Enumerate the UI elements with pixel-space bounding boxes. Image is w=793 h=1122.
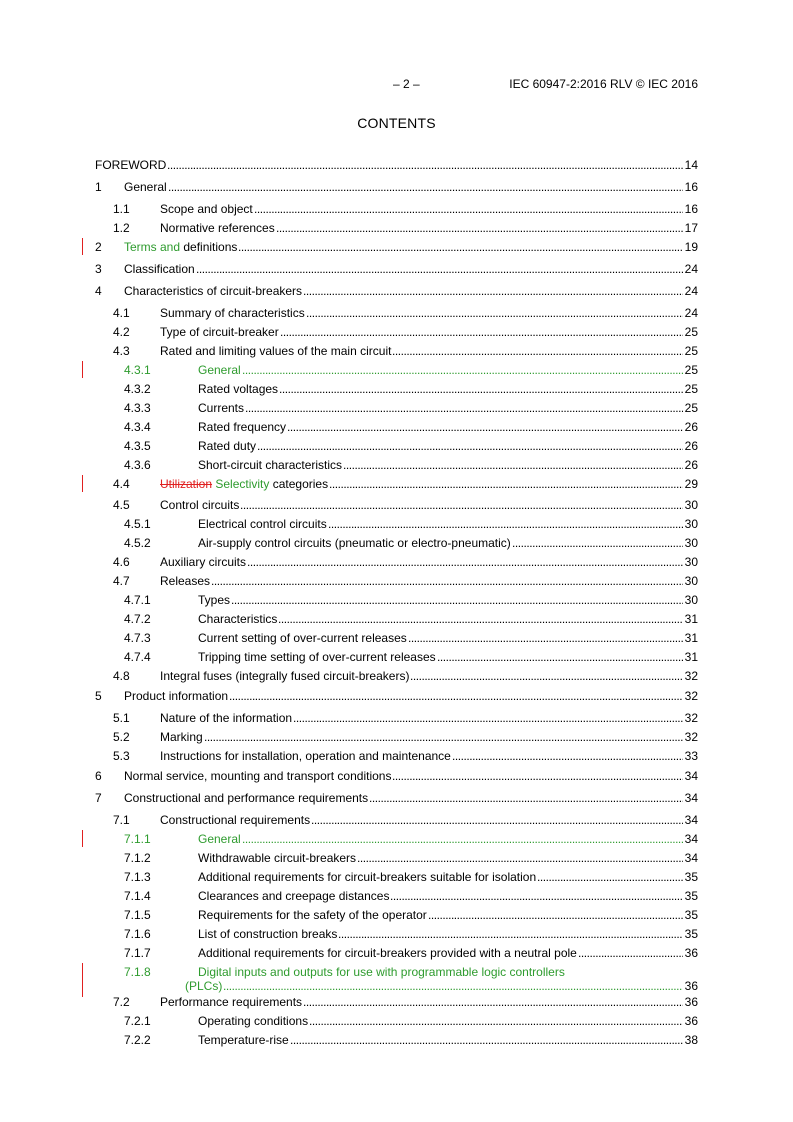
- toc-entry-number: 5.1: [113, 711, 130, 725]
- toc-entry-text: List of construction breaks: [198, 927, 338, 941]
- toc-entry-title: [124, 240, 237, 254]
- toc-entry-text: categories: [269, 477, 329, 491]
- dot-leader: [247, 555, 683, 571]
- toc-entry-page: 34: [684, 791, 698, 805]
- toc-entry-number: 7.2.2: [124, 1033, 151, 1047]
- toc-entry-text: Requirements for the safety of the operator: [198, 908, 427, 922]
- toc-entry-page: 30: [684, 555, 698, 569]
- toc-entry-text: Characteristics: [198, 612, 278, 626]
- toc-entry-number: 4.7: [113, 574, 130, 588]
- toc-entry-number: 4.7.2: [124, 612, 151, 626]
- toc-entry-page: 35: [684, 889, 698, 903]
- dot-leader: [204, 730, 683, 746]
- toc-entry-title: [198, 420, 286, 434]
- toc-entry[interactable]: [95, 870, 698, 886]
- dot-leader: [537, 870, 683, 886]
- toc-entry-page: 33: [684, 749, 698, 763]
- toc-entry[interactable]: [95, 158, 698, 174]
- toc-entry-title: [198, 631, 407, 645]
- toc-entry[interactable]: [95, 420, 698, 436]
- dot-leader: [437, 650, 683, 666]
- dot-leader: [276, 221, 683, 237]
- toc-entry-page: 19: [684, 240, 698, 254]
- dot-leader: [369, 791, 683, 807]
- toc-entry[interactable]: [95, 240, 698, 256]
- toc-entry-title: [198, 1033, 289, 1047]
- toc-entry[interactable]: [95, 1033, 698, 1049]
- toc-entry-number: 4.3.6: [124, 458, 151, 472]
- toc-entry-text: Air-supply control circuits (pneumatic or electro-pneumatic): [198, 536, 511, 550]
- toc-entry-number: 4.3: [113, 344, 130, 358]
- toc-entry[interactable]: [95, 536, 698, 552]
- toc-entry-title: [160, 325, 279, 339]
- toc-entry-text: Classification: [124, 262, 195, 276]
- dot-leader: [242, 363, 683, 379]
- toc-entry-text: Rated and limiting values of the main circuit: [160, 344, 392, 358]
- toc-entry-text: General: [124, 180, 167, 194]
- toc-entry[interactable]: [95, 769, 698, 785]
- toc-entry-page: 30: [684, 593, 698, 607]
- dot-leader: [280, 325, 683, 341]
- toc-entry-number: 7.1.4: [124, 889, 151, 903]
- toc-entry-number: 7.1.6: [124, 927, 151, 941]
- toc-entry-page: 14: [684, 158, 698, 172]
- toc-entry-title: [185, 979, 222, 993]
- dot-leader: [392, 769, 683, 785]
- toc-entry-text: Tripping time setting of over-current releases: [198, 650, 436, 664]
- dot-leader: [338, 927, 683, 943]
- toc-entry-title: [160, 477, 328, 491]
- dot-leader: [390, 889, 683, 905]
- dot-leader: [245, 401, 683, 417]
- toc-entry-number: 7.1.2: [124, 851, 151, 865]
- toc-entry-page: 32: [684, 689, 698, 703]
- inserted-text: Selectivity: [212, 477, 270, 491]
- toc-entry-title: [160, 711, 292, 725]
- toc-entry-page: 30: [684, 498, 698, 512]
- toc-entry-title: [160, 574, 210, 588]
- toc-entry-title: [124, 180, 167, 194]
- dot-leader: [238, 240, 683, 256]
- toc-entry[interactable]: [95, 711, 698, 727]
- toc-entry-page: 26: [684, 458, 698, 472]
- toc-entry-page: 26: [684, 439, 698, 453]
- toc-entry-number: 4.7.1: [124, 593, 151, 607]
- toc-entry-page: 36: [684, 979, 698, 993]
- toc-entry-title: [124, 791, 368, 805]
- toc-entry-page: 32: [684, 711, 698, 725]
- toc-entry-number: 3: [95, 262, 102, 276]
- toc-entry-number: 7.1.3: [124, 870, 151, 884]
- toc-entry-page: 25: [684, 401, 698, 415]
- toc-entry-text: Operating conditions: [198, 1014, 309, 1028]
- toc-entry-title: [160, 344, 391, 358]
- toc-entry-text: Characteristics of circuit-breakers: [124, 284, 303, 298]
- toc-entry-number: 4.5: [113, 498, 130, 512]
- toc-entry-title: [198, 401, 244, 415]
- toc-entry-text: Control circuits: [160, 498, 240, 512]
- toc-entry-page: 31: [684, 631, 698, 645]
- toc-entry-title: [198, 517, 327, 531]
- toc-entry-text: Integral fuses (integrally fused circuit-breakers): [160, 669, 410, 683]
- toc-entry-number: 4.7.3: [124, 631, 151, 645]
- toc-entry-text: Constructional and performance requirements: [124, 791, 369, 805]
- toc-entry-number: 7.2.1: [124, 1014, 151, 1028]
- toc-entry[interactable]: [95, 832, 698, 848]
- toc-entry[interactable]: [95, 749, 698, 765]
- toc-entry-page: 30: [684, 536, 698, 550]
- toc-entry-text: Summary of characteristics: [160, 306, 305, 320]
- standard-reference: IEC 60947-2:2016 RLV © IEC 2016: [509, 77, 698, 91]
- toc-entry-text: Short-circuit characteristics: [198, 458, 343, 472]
- change-bar: [82, 361, 83, 378]
- toc-entry-text: Auxiliary circuits: [160, 555, 247, 569]
- toc-entry-page: 34: [684, 769, 698, 783]
- toc-entry-title: [160, 221, 275, 235]
- toc-entry-number: 4.3.2: [124, 382, 151, 396]
- toc-entry-title: [160, 306, 305, 320]
- toc-entry-text: Additional requirements for circuit-breakers provided with a neutral pole: [198, 946, 577, 960]
- toc-entry-title: [198, 851, 356, 865]
- toc-entry-page: 25: [684, 344, 698, 358]
- page-title: CONTENTS: [357, 115, 436, 131]
- toc-entry-number: 2: [95, 240, 102, 254]
- dot-leader: [328, 517, 683, 533]
- toc-entry-page: 35: [684, 927, 698, 941]
- toc-entry[interactable]: [95, 439, 698, 455]
- dot-leader: [257, 439, 683, 455]
- toc-entry-text: Current setting of over-current releases: [198, 631, 407, 645]
- toc-entry-title-line1: Digital inputs and outputs for use with programmable logic controllers: [198, 965, 565, 979]
- toc-entry-page: 32: [684, 730, 698, 744]
- toc-entry-text: Additional requirements for circuit-breakers suitable for isolation: [198, 870, 537, 884]
- toc-entry-text: Electrical control circuits: [198, 517, 327, 531]
- toc-entry-text: Constructional requirements: [160, 813, 311, 827]
- toc-entry-text: Withdrawable circuit-breakers: [198, 851, 357, 865]
- dot-leader: [287, 420, 683, 436]
- toc-entry[interactable]: [95, 382, 698, 398]
- toc-entry-page: 29: [684, 477, 698, 491]
- toc-entry-page: 17: [684, 221, 698, 235]
- toc-entry-title: [198, 889, 389, 903]
- dot-leader: [303, 284, 683, 300]
- toc-entry[interactable]: [95, 221, 698, 237]
- dot-leader: [211, 574, 683, 590]
- toc-entry-number: 4.5.2: [124, 536, 151, 550]
- dot-leader: [303, 995, 683, 1011]
- toc-entry-title: [198, 363, 241, 377]
- toc-entry-number: 7.1.1: [124, 832, 151, 846]
- toc-entry-page: 38: [684, 1033, 698, 1047]
- dot-leader: [293, 711, 683, 727]
- toc-entry-text: General: [198, 832, 241, 846]
- toc-entry-page: 34: [684, 813, 698, 827]
- toc-entry-title: [198, 1014, 308, 1028]
- dot-leader: [311, 813, 683, 829]
- dot-leader: [306, 306, 683, 322]
- toc-entry[interactable]: [95, 517, 698, 533]
- toc-entry[interactable]: [95, 344, 698, 360]
- toc-entry-page: 16: [684, 180, 698, 194]
- toc-entry-title: [198, 650, 436, 664]
- toc-entry-title: [198, 870, 536, 884]
- toc-entry-number: 5: [95, 689, 102, 703]
- change-bar: [82, 475, 83, 492]
- toc-entry-title: [160, 202, 253, 216]
- toc-entry-text: Rated frequency: [198, 420, 287, 434]
- dot-leader: [428, 908, 683, 924]
- toc-entry-page: 30: [684, 517, 698, 531]
- toc-entry[interactable]: [95, 458, 698, 474]
- toc-entry[interactable]: [95, 180, 698, 196]
- toc-entry-number: 5.3: [113, 749, 130, 763]
- toc-entry[interactable]: [95, 995, 698, 1011]
- dot-leader: [408, 631, 683, 647]
- toc-entry-title: [198, 946, 577, 960]
- toc-entry-page: 25: [684, 363, 698, 377]
- toc-entry-title: [160, 669, 409, 683]
- dot-leader: [392, 344, 683, 360]
- toc-entry-title: [198, 536, 511, 550]
- toc-entry-page: 34: [684, 832, 698, 846]
- toc-entry-number: 4.7.4: [124, 650, 151, 664]
- toc-entry-text: Marking: [160, 730, 203, 744]
- toc-entry[interactable]: [95, 363, 698, 379]
- toc-entry-text: Normative references: [160, 221, 275, 235]
- toc-entry-number: 4.3.1: [124, 363, 151, 377]
- dot-leader: [452, 749, 683, 765]
- dot-leader: [254, 202, 683, 218]
- toc-entry-title: [95, 158, 166, 172]
- toc-entry-text: General: [198, 363, 241, 377]
- toc-entry-title: [160, 749, 451, 763]
- dot-leader: [242, 832, 683, 848]
- toc-entry-title: [198, 439, 256, 453]
- dot-leader: [410, 669, 683, 685]
- toc-entry-page: 32: [684, 669, 698, 683]
- toc-entry-page: 35: [684, 870, 698, 884]
- toc-entry[interactable]: [95, 1014, 698, 1030]
- dot-leader: [309, 1014, 683, 1030]
- dot-leader: [229, 689, 683, 705]
- toc-entry[interactable]: [95, 813, 698, 829]
- toc-entry-title: [198, 382, 278, 396]
- toc-entry-page: 36: [684, 995, 698, 1009]
- dot-leader: [240, 498, 683, 514]
- toc-entry-title: [124, 689, 228, 703]
- toc-entry-text: Nature of the information: [160, 711, 293, 725]
- toc-entry-text: Instructions for installation, operation and maintenance: [160, 749, 451, 763]
- toc-entry-title: [198, 593, 230, 607]
- toc-entry-number: 4: [95, 284, 102, 298]
- toc-entry-page: 31: [684, 650, 698, 664]
- toc-entry[interactable]: [95, 477, 698, 493]
- dot-leader: [357, 851, 683, 867]
- toc-entry-number: 1: [95, 180, 102, 194]
- change-bar: [82, 830, 83, 847]
- page-header: [95, 77, 698, 93]
- toc-entry-title: [124, 262, 195, 276]
- toc-entry-number: 4.5.1: [124, 517, 151, 531]
- toc-entry[interactable]: [95, 946, 698, 962]
- toc-entry-text: FOREWORD: [95, 158, 167, 172]
- dot-leader: [223, 979, 683, 995]
- toc-entry-text: definitions: [180, 240, 238, 254]
- toc-entry-page: 24: [684, 262, 698, 276]
- change-bar: [82, 238, 83, 255]
- toc-entry-title: [198, 832, 241, 846]
- toc-entry-title: [124, 769, 391, 783]
- toc-entry-page: 24: [684, 306, 698, 320]
- toc-entry-number: 4.3.3: [124, 401, 151, 415]
- inserted-text: Terms and: [124, 240, 181, 254]
- toc-entry[interactable]: [95, 612, 698, 628]
- change-bar: [82, 963, 83, 997]
- toc-entry[interactable]: [95, 908, 698, 924]
- dot-leader: [278, 612, 683, 628]
- toc-entry-text: (PLCs): [185, 979, 223, 993]
- toc-entry[interactable]: [95, 631, 698, 647]
- toc-entry[interactable]: [95, 202, 698, 218]
- toc-entry-number: 5.2: [113, 730, 130, 744]
- toc-entry[interactable]: [95, 650, 698, 666]
- page-number: – 2 –: [393, 77, 420, 91]
- dot-leader: [196, 262, 683, 278]
- toc-entry-text: Rated voltages: [198, 382, 279, 396]
- toc-entry-number: 7: [95, 791, 102, 805]
- dot-leader: [231, 593, 683, 609]
- toc-entry[interactable]: [95, 325, 698, 341]
- toc-entry[interactable]: [95, 927, 698, 943]
- toc-entry[interactable]: [95, 498, 698, 514]
- toc-entry-text: Type of circuit-breaker: [160, 325, 279, 339]
- toc-entry-number: 4.8: [113, 669, 130, 683]
- toc-entry-title: [160, 498, 239, 512]
- toc-entry-number: 7.2: [113, 995, 130, 1009]
- toc-entry-text: Performance requirements: [160, 995, 303, 1009]
- toc-entry-page: 30: [684, 574, 698, 588]
- toc-entry-number: 4.3.5: [124, 439, 151, 453]
- toc-entry-number: 7.1.8: [124, 965, 151, 979]
- dot-leader: [578, 946, 683, 962]
- toc-entry[interactable]: [95, 730, 698, 746]
- toc-entry-number: 4.2: [113, 325, 130, 339]
- toc-entry-number: 6: [95, 769, 102, 783]
- toc-entry[interactable]: [95, 401, 698, 417]
- toc-entry[interactable]: [95, 669, 698, 685]
- toc-entry-number: 4.6: [113, 555, 130, 569]
- dot-leader: [329, 477, 683, 493]
- toc-entry[interactable]: [95, 262, 698, 278]
- toc-entry[interactable]: [95, 851, 698, 867]
- toc-entry-text: Product information: [124, 689, 229, 703]
- toc-entry-number: 7.1.7: [124, 946, 151, 960]
- toc-entry-page: 36: [684, 1014, 698, 1028]
- dot-leader: [168, 180, 683, 196]
- toc-entry-text: Rated duty: [198, 439, 257, 453]
- toc-entry-title: [124, 284, 302, 298]
- toc-entry[interactable]: [95, 593, 698, 609]
- toc-entry-text: Clearances and creepage distances: [198, 889, 390, 903]
- toc-entry-title: [198, 908, 427, 922]
- toc-entry-text: Temperature-rise: [198, 1033, 289, 1047]
- toc-entry-text: Normal service, mounting and transport conditions: [124, 769, 392, 783]
- toc-entry-number: 7.1: [113, 813, 130, 827]
- toc-entry-title: [160, 730, 203, 744]
- toc-entry-page: 31: [684, 612, 698, 626]
- toc-entry-text: Currents: [198, 401, 245, 415]
- toc-entry[interactable]: [95, 965, 698, 997]
- dot-leader: [167, 158, 683, 174]
- toc-entry-title: [198, 927, 337, 941]
- toc-entry[interactable]: [95, 889, 698, 905]
- toc-entry-number: 4.3.4: [124, 420, 151, 434]
- toc-entry-page: 34: [684, 851, 698, 865]
- toc-entry-page: 24: [684, 284, 698, 298]
- toc-entry-page: 25: [684, 325, 698, 339]
- toc-entry-title: [160, 995, 302, 1009]
- toc-entry[interactable]: [95, 791, 698, 807]
- deleted-text: Utilization: [160, 477, 213, 491]
- toc-entry-page: 16: [684, 202, 698, 216]
- dot-leader: [290, 1033, 683, 1049]
- toc-entry[interactable]: [95, 555, 698, 571]
- toc-entry-title: [198, 458, 342, 472]
- toc-entry[interactable]: [95, 284, 698, 300]
- toc-entry-title: [160, 813, 310, 827]
- toc-entry-title: [160, 555, 246, 569]
- toc-entry-text: Releases: [160, 574, 211, 588]
- toc-entry-number: 4.1: [113, 306, 130, 320]
- toc-entry-page: 26: [684, 420, 698, 434]
- toc-entry-text: Types: [198, 593, 231, 607]
- toc-entry[interactable]: [95, 689, 698, 705]
- toc-entry-title: [198, 612, 277, 626]
- toc-entry-number: 1.1: [113, 202, 130, 216]
- toc-entry[interactable]: [95, 306, 698, 322]
- toc-entry-text: Scope and object: [160, 202, 253, 216]
- toc-entry-page: 36: [684, 946, 698, 960]
- dot-leader: [279, 382, 683, 398]
- dot-leader: [512, 536, 683, 552]
- toc-entry-number: 7.1.5: [124, 908, 151, 922]
- toc-entry-number: 1.2: [113, 221, 130, 235]
- toc-entry[interactable]: [95, 574, 698, 590]
- toc-entry-number: 4.4: [113, 477, 130, 491]
- toc-entry-page: 35: [684, 908, 698, 922]
- toc-entry-page: 25: [684, 382, 698, 396]
- dot-leader: [343, 458, 683, 474]
